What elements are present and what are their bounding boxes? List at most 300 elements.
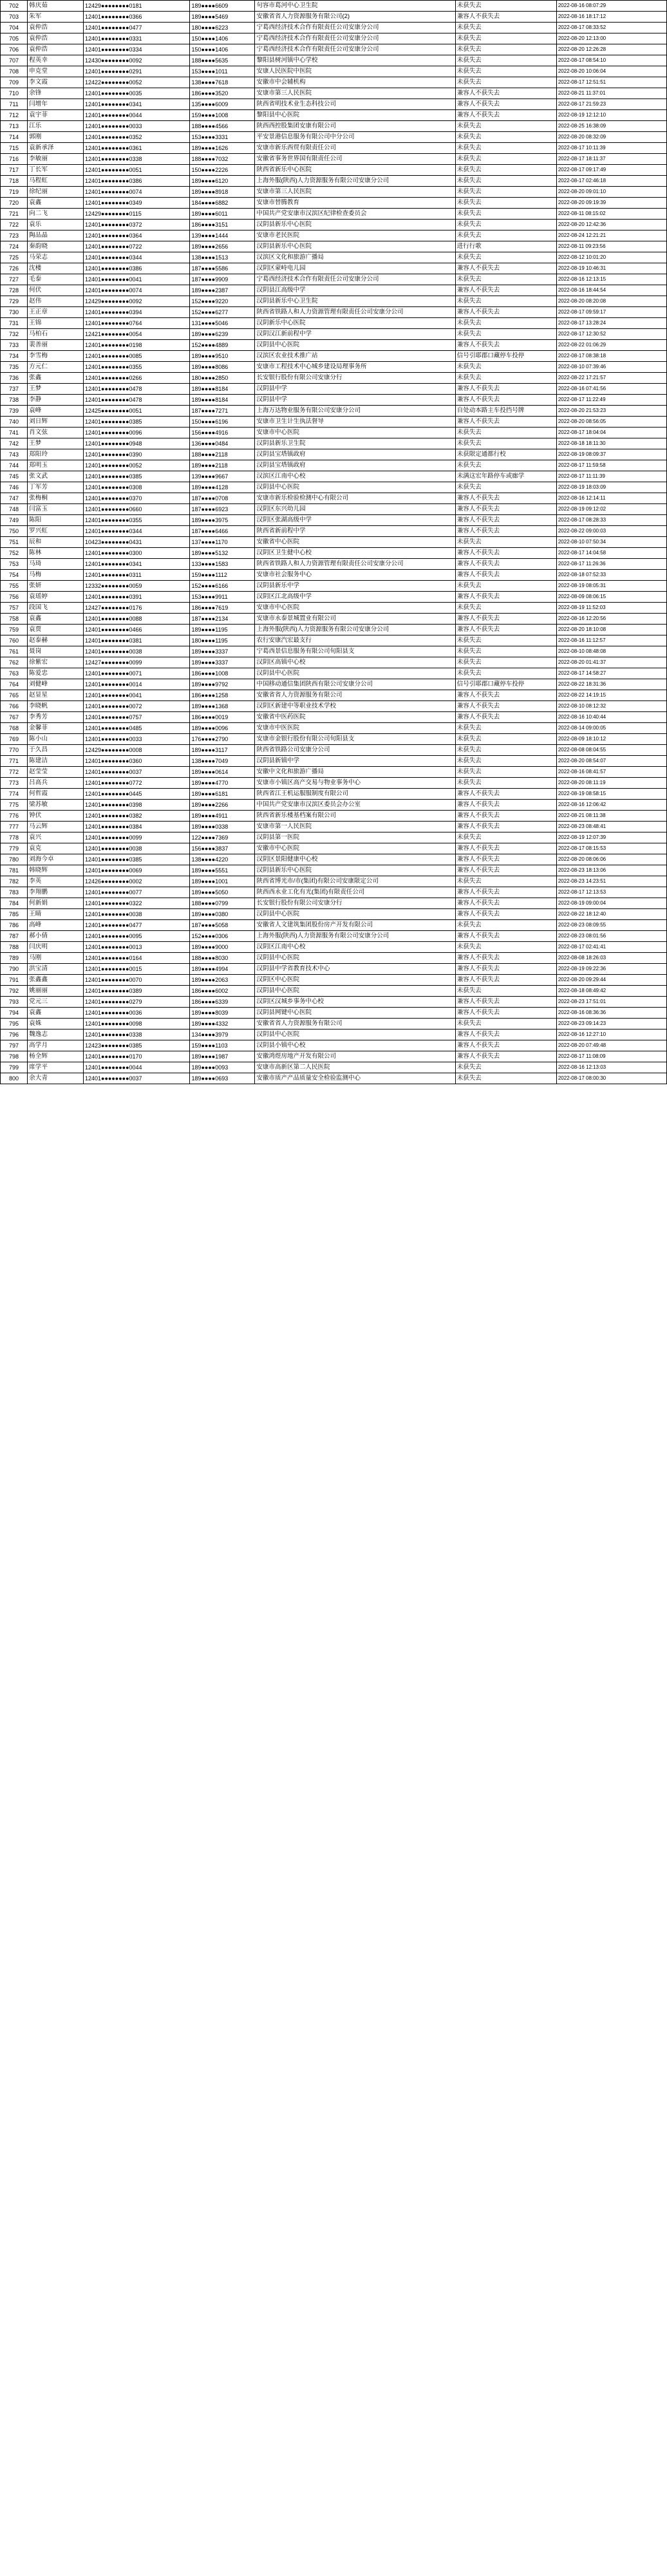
cell-id: 12401●●●●●●●●0384 bbox=[84, 822, 190, 832]
table-row bbox=[1, 307, 667, 318]
cell-id: 12401●●●●●●●●0088 bbox=[84, 614, 190, 625]
table-row bbox=[1, 198, 667, 209]
cell-id: 12401●●●●●●●●0044 bbox=[84, 110, 190, 121]
cell-idx: 745 bbox=[1, 471, 28, 482]
cell-time: 2022-08-25 16:38:09 bbox=[556, 121, 666, 132]
cell-idx: 779 bbox=[1, 843, 28, 854]
cell-status: 未获失去 bbox=[455, 230, 556, 241]
cell-status: 未获失去 bbox=[455, 132, 556, 143]
cell-time: 2022-08-17 12:13:53 bbox=[556, 887, 666, 898]
cell-name: 余锋 bbox=[28, 88, 84, 99]
cell-org: 汉滨区江南中心校 bbox=[255, 471, 455, 482]
cell-idx: 705 bbox=[1, 33, 28, 44]
cell-time: 2022-08-20 08:20:08 bbox=[556, 296, 666, 307]
table-row bbox=[1, 646, 667, 657]
cell-name: 辰和 bbox=[28, 537, 84, 548]
cell-id: 12401●●●●●●●●0385 bbox=[84, 854, 190, 865]
cell-code: 189●●●●2118 bbox=[190, 460, 255, 471]
cell-status: 未获失去 bbox=[455, 66, 556, 77]
cell-org: 汉阴区中心医院 bbox=[255, 975, 455, 986]
cell-org: 安康市替腾教育 bbox=[255, 198, 455, 209]
cell-time: 2022-08-17 13:28:24 bbox=[556, 318, 666, 329]
cell-status: 兼容人不获失去 bbox=[455, 88, 556, 99]
cell-name: 朱军 bbox=[28, 12, 84, 23]
table-row bbox=[1, 438, 667, 449]
cell-org: 汉阴县第一医院 bbox=[255, 832, 455, 843]
cell-id: 12401●●●●●●●●0370 bbox=[84, 493, 190, 504]
cell-org: 陕西省江王机运服服制度有限公司 bbox=[255, 789, 455, 800]
cell-idx: 713 bbox=[1, 121, 28, 132]
cell-id: 12426●●●●●●●●0002 bbox=[84, 876, 190, 887]
cell-org: 汉阴区张湖高级中学 bbox=[255, 515, 455, 526]
cell-time: 2022-08-20 01:41:37 bbox=[556, 657, 666, 668]
cell-status: 兼容人不获失去 bbox=[455, 931, 556, 942]
cell-idx: 786 bbox=[1, 920, 28, 931]
cell-name: 何新娟 bbox=[28, 898, 84, 909]
cell-id: 12401●●●●●●●●0382 bbox=[84, 811, 190, 822]
table-row bbox=[1, 121, 667, 132]
cell-id: 12401●●●●●●●●0772 bbox=[84, 778, 190, 789]
cell-status: 未获失去 bbox=[455, 1, 556, 12]
cell-time: 2022-08-17 08:54:10 bbox=[556, 55, 666, 66]
cell-org: 上海外服(陕西)人力资源服务有限公司安康分公司 bbox=[255, 176, 455, 187]
cell-status: 未获失去 bbox=[455, 44, 556, 55]
cell-idx: 774 bbox=[1, 789, 28, 800]
cell-code: 187●●●●2134 bbox=[190, 614, 255, 625]
cell-time: 2022-08-23 17:51:01 bbox=[556, 997, 666, 1008]
cell-name: 马云辉 bbox=[28, 822, 84, 832]
cell-name: 王锦 bbox=[28, 318, 84, 329]
cell-status: 未获失去 bbox=[455, 767, 556, 778]
cell-id: 12401●●●●●●●●0386 bbox=[84, 176, 190, 187]
cell-idx: 728 bbox=[1, 285, 28, 296]
cell-id: 12401●●●●●●●●0099 bbox=[84, 832, 190, 843]
cell-time: 2022-08-10 07:39:46 bbox=[556, 362, 666, 373]
cell-code: 189●●●●3975 bbox=[190, 515, 255, 526]
table-row bbox=[1, 12, 667, 23]
cell-code: 150●●●●1406 bbox=[190, 44, 255, 55]
cell-status: 兼容人不获失去 bbox=[455, 12, 556, 23]
cell-id: 12401●●●●●●●●0394 bbox=[84, 307, 190, 318]
cell-org: 汉阴县中心医院 bbox=[255, 340, 455, 351]
cell-idx: 747 bbox=[1, 493, 28, 504]
cell-org: 平安景港信息服务有限公司中分公司 bbox=[255, 132, 455, 143]
table-row bbox=[1, 1040, 667, 1051]
table-row bbox=[1, 515, 667, 526]
cell-name: 金馨菲 bbox=[28, 723, 84, 734]
cell-id: 12401●●●●●●●●0041 bbox=[84, 690, 190, 701]
cell-name: 马荣志 bbox=[28, 252, 84, 263]
table-row bbox=[1, 756, 667, 767]
cell-idx: 707 bbox=[1, 55, 28, 66]
cell-name: 洪宝清 bbox=[28, 964, 84, 975]
cell-org: 安徽市中心医院 bbox=[255, 843, 455, 854]
cell-name: 李文霞 bbox=[28, 77, 84, 88]
cell-name: 裴善丽 bbox=[28, 340, 84, 351]
cell-status: 未获失去 bbox=[455, 209, 556, 220]
cell-status: 未获失去 bbox=[455, 318, 556, 329]
cell-id: 12401●●●●●●●●0360 bbox=[84, 756, 190, 767]
cell-org: 中国共产党安康市汉滨区委员会办公室 bbox=[255, 800, 455, 811]
table-row bbox=[1, 931, 667, 942]
cell-name: 李晓帆 bbox=[28, 701, 84, 712]
cell-org: 陕西省铁路人和人力资源管理有限责任公司安康分公司 bbox=[255, 559, 455, 570]
cell-id: 12425●●●●●●●●0051 bbox=[84, 406, 190, 417]
cell-status: 兼容人不获失去 bbox=[455, 625, 556, 635]
cell-name: 江乐 bbox=[28, 121, 84, 132]
cell-status: 兼容人不获失去 bbox=[455, 997, 556, 1008]
cell-org: 上海外服(陕西)人力资源服务有限公司安康分公司 bbox=[255, 625, 455, 635]
cell-id: 12401●●●●●●●●0398 bbox=[84, 800, 190, 811]
cell-time: 2022-08-24 12:21:21 bbox=[556, 230, 666, 241]
cell-time: 2022-08-22 09:00:03 bbox=[556, 526, 666, 537]
cell-status: 兼容人不获失去 bbox=[455, 515, 556, 526]
cell-code: 138●●●●7049 bbox=[190, 756, 255, 767]
cell-code: 187●●●●5058 bbox=[190, 920, 255, 931]
cell-time: 2022-08-20 09:29:44 bbox=[556, 975, 666, 986]
cell-name: 张鑫鑫 bbox=[28, 975, 84, 986]
table-row bbox=[1, 504, 667, 515]
cell-name: 姚丽丽 bbox=[28, 986, 84, 997]
table-row bbox=[1, 406, 667, 417]
cell-status: 未获失去 bbox=[455, 482, 556, 493]
cell-code: 189●●●●1626 bbox=[190, 143, 255, 154]
cell-id: 12401●●●●●●●●0072 bbox=[84, 701, 190, 712]
cell-name: 何伏 bbox=[28, 285, 84, 296]
cell-idx: 711 bbox=[1, 99, 28, 110]
cell-time: 2022-08-22 14:19:15 bbox=[556, 690, 666, 701]
cell-status: 未获失去 bbox=[455, 252, 556, 263]
table-row bbox=[1, 953, 667, 964]
cell-name: 赵显星 bbox=[28, 690, 84, 701]
table-row bbox=[1, 395, 667, 406]
cell-status: 未获失去 bbox=[455, 1019, 556, 1029]
cell-time: 2022-08-08 18:26:03 bbox=[556, 953, 666, 964]
records-sheet bbox=[0, 0, 667, 1084]
cell-org: 黎阳县中心医院 bbox=[255, 110, 455, 121]
cell-id: 12401●●●●●●●●0355 bbox=[84, 515, 190, 526]
cell-time: 2022-08-20 12:26:28 bbox=[556, 44, 666, 55]
cell-idx: 727 bbox=[1, 274, 28, 285]
cell-id: 12401●●●●●●●●0051 bbox=[84, 165, 190, 176]
cell-time: 2022-08-21 11:37:01 bbox=[556, 88, 666, 99]
cell-time: 2022-08-19 08:09:37 bbox=[556, 449, 666, 460]
cell-idx: 732 bbox=[1, 329, 28, 340]
cell-name: 郭刚 bbox=[28, 132, 84, 143]
cell-status: 未获失去 bbox=[455, 745, 556, 756]
cell-id: 12401●●●●●●●●0044 bbox=[84, 1062, 190, 1073]
table-row bbox=[1, 77, 667, 88]
table-row bbox=[1, 471, 667, 482]
cell-id: 12401●●●●●●●●0038 bbox=[84, 909, 190, 920]
cell-time: 2022-08-20 12:42:36 bbox=[556, 220, 666, 230]
cell-org: 安康市小镇区高产交易与物业事务中心 bbox=[255, 778, 455, 789]
table-row bbox=[1, 876, 667, 887]
cell-id: 12401●●●●●●●●0096 bbox=[84, 428, 190, 438]
cell-idx: 762 bbox=[1, 657, 28, 668]
cell-idx: 797 bbox=[1, 1040, 28, 1051]
cell-code: 150●●●●6196 bbox=[190, 417, 255, 428]
cell-status: 兼容人不获失去 bbox=[455, 953, 556, 964]
cell-name: 袁仲浩 bbox=[28, 23, 84, 33]
cell-org: 安康市老民医院 bbox=[255, 230, 455, 241]
cell-code: 139●●●●1444 bbox=[190, 230, 255, 241]
cell-idx: 729 bbox=[1, 296, 28, 307]
cell-idx: 742 bbox=[1, 438, 28, 449]
cell-code: 159●●●●1008 bbox=[190, 110, 255, 121]
cell-id: 12401●●●●●●●●0074 bbox=[84, 285, 190, 296]
cell-org: 中国共产党安康市汉滨区纪律检查委员会 bbox=[255, 209, 455, 220]
cell-status: 未获失去 bbox=[455, 77, 556, 88]
table-row bbox=[1, 230, 667, 241]
cell-name: 李秀芳 bbox=[28, 712, 84, 723]
cell-time: 2022-08-19 08:58:15 bbox=[556, 789, 666, 800]
cell-idx: 709 bbox=[1, 77, 28, 88]
cell-idx: 761 bbox=[1, 646, 28, 657]
cell-status: 未获失去 bbox=[455, 187, 556, 198]
cell-status: 兼容人不获失去 bbox=[455, 417, 556, 428]
cell-id: 12401●●●●●●●●0344 bbox=[84, 252, 190, 263]
cell-code: 189●●●●6120 bbox=[190, 176, 255, 187]
cell-name: 赵伟 bbox=[28, 296, 84, 307]
cell-id: 12401●●●●●●●●0385 bbox=[84, 471, 190, 482]
cell-idx: 767 bbox=[1, 712, 28, 723]
cell-code: 187●●●●5586 bbox=[190, 263, 255, 274]
cell-name: 陈小山 bbox=[28, 734, 84, 745]
cell-org: 安徽省中心医院 bbox=[255, 537, 455, 548]
cell-id: 12422●●●●●●●●0052 bbox=[84, 77, 190, 88]
cell-org: 汉阴区蒙峙电儿园 bbox=[255, 263, 455, 274]
cell-org: 安康市永泰景城置业有限公司 bbox=[255, 614, 455, 625]
cell-time: 2022-08-17 12:51:51 bbox=[556, 77, 666, 88]
cell-code: 152●●●●4889 bbox=[190, 340, 255, 351]
cell-time: 2022-08-16 18:44:54 bbox=[556, 285, 666, 296]
cell-status: 兼容人不获失去 bbox=[455, 110, 556, 121]
cell-id: 12401●●●●●●●●0466 bbox=[84, 625, 190, 635]
cell-idx: 772 bbox=[1, 767, 28, 778]
cell-time: 2022-08-19 09:12:02 bbox=[556, 504, 666, 515]
cell-code: 156●●●●3837 bbox=[190, 843, 255, 854]
cell-name: 袁克 bbox=[28, 843, 84, 854]
cell-code: 137●●●●1170 bbox=[190, 537, 255, 548]
cell-id: 12401●●●●●●●●0071 bbox=[84, 668, 190, 679]
cell-idx: 785 bbox=[1, 909, 28, 920]
cell-code: 189●●●●4128 bbox=[190, 482, 255, 493]
cell-idx: 783 bbox=[1, 887, 28, 898]
cell-status: 未获失去 bbox=[455, 329, 556, 340]
cell-time: 2022-08-16 12:20:56 bbox=[556, 614, 666, 625]
cell-id: 12401●●●●●●●●0331 bbox=[84, 33, 190, 44]
cell-name: 陈爱忠 bbox=[28, 668, 84, 679]
cell-status: 未获失去 bbox=[455, 428, 556, 438]
cell-code: 153●●●●9911 bbox=[190, 592, 255, 603]
cell-name: 丁军芳 bbox=[28, 482, 84, 493]
cell-org: 安徽省省人力资源服务有限公司(2) bbox=[255, 12, 455, 23]
cell-name: 袁姝 bbox=[28, 1019, 84, 1029]
cell-org: 陕西省明技术业生态科技公司 bbox=[255, 99, 455, 110]
cell-status: 未满这宏年路停车或廊学 bbox=[455, 471, 556, 482]
table-row bbox=[1, 99, 667, 110]
cell-org: 汉阴县宝塔镇政府 bbox=[255, 460, 455, 471]
cell-id: 12401●●●●●●●●0098 bbox=[84, 1019, 190, 1029]
cell-code: 135●●●●6009 bbox=[190, 99, 255, 110]
cell-time: 2022-08-18 08:49:42 bbox=[556, 986, 666, 997]
cell-id: 12401●●●●●●●●0077 bbox=[84, 887, 190, 898]
table-row bbox=[1, 603, 667, 614]
cell-status: 未获失去 bbox=[455, 373, 556, 384]
cell-code: 189●●●●1195 bbox=[190, 625, 255, 635]
cell-code: 189●●●●8184 bbox=[190, 384, 255, 395]
cell-name: 申克堂 bbox=[28, 66, 84, 77]
cell-status: 未获失去 bbox=[455, 942, 556, 953]
cell-status: 未获失去 bbox=[455, 646, 556, 657]
table-row bbox=[1, 635, 667, 646]
table-row bbox=[1, 417, 667, 428]
cell-code: 189●●●●4332 bbox=[190, 1019, 255, 1029]
cell-status: 兼容人不获失去 bbox=[455, 263, 556, 274]
cell-id: 12429●●●●●●●●0181 bbox=[84, 1, 190, 12]
cell-code: 189●●●●5050 bbox=[190, 887, 255, 898]
cell-time: 2022-08-19 08:05:31 bbox=[556, 581, 666, 592]
cell-name: 袁乐 bbox=[28, 220, 84, 230]
cell-time: 2022-08-16 12:14:11 bbox=[556, 493, 666, 504]
cell-time: 2022-08-20 18:10:08 bbox=[556, 625, 666, 635]
cell-name: 高学月 bbox=[28, 1040, 84, 1051]
cell-status: 未获失去 bbox=[455, 986, 556, 997]
cell-name: 刘日辉 bbox=[28, 417, 84, 428]
cell-code: 187●●●●6466 bbox=[190, 526, 255, 537]
cell-org: 陕西省铁路人和人力资源管理有限责任公司安康分公司 bbox=[255, 307, 455, 318]
cell-id: 12401●●●●●●●●0660 bbox=[84, 504, 190, 515]
table-row bbox=[1, 23, 667, 33]
cell-idx: 781 bbox=[1, 865, 28, 876]
table-row bbox=[1, 1, 667, 12]
cell-code: 122●●●●7369 bbox=[190, 832, 255, 843]
table-row bbox=[1, 997, 667, 1008]
cell-id: 12401●●●●●●●●0478 bbox=[84, 384, 190, 395]
cell-status: 未获失去 bbox=[455, 876, 556, 887]
table-row bbox=[1, 33, 667, 44]
cell-org: 汉阴县中学 bbox=[255, 384, 455, 395]
table-row bbox=[1, 274, 667, 285]
cell-code: 152●●●●6166 bbox=[190, 581, 255, 592]
cell-code: 189●●●●0380 bbox=[190, 909, 255, 920]
cell-time: 2022-08-19 12:07:39 bbox=[556, 832, 666, 843]
cell-time: 2022-08-20 08:32:09 bbox=[556, 132, 666, 143]
cell-status: 未获失去 bbox=[455, 198, 556, 209]
cell-code: 187●●●●9909 bbox=[190, 274, 255, 285]
cell-code: 152●●●●6277 bbox=[190, 307, 255, 318]
cell-name: 席学平 bbox=[28, 1062, 84, 1073]
table-row bbox=[1, 920, 667, 931]
cell-org: 汉阴县中心医院 bbox=[255, 482, 455, 493]
cell-status: 兼容人不获失去 bbox=[455, 843, 556, 854]
cell-id: 12401●●●●●●●●0334 bbox=[84, 44, 190, 55]
cell-code: 189●●●●5469 bbox=[190, 12, 255, 23]
cell-time: 2022-08-16 12:13:03 bbox=[556, 1062, 666, 1073]
cell-org: 黎阳县树河镇中心学校 bbox=[255, 55, 455, 66]
cell-idx: 725 bbox=[1, 252, 28, 263]
cell-idx: 748 bbox=[1, 504, 28, 515]
cell-org: 陕西省新前程中学 bbox=[255, 526, 455, 537]
cell-org: 陕西省新乐中心医院 bbox=[255, 165, 455, 176]
table-row bbox=[1, 460, 667, 471]
cell-idx: 790 bbox=[1, 964, 28, 975]
cell-time: 2022-08-17 11:11:39 bbox=[556, 471, 666, 482]
cell-id: 12401●●●●●●●●0352 bbox=[84, 132, 190, 143]
table-row bbox=[1, 165, 667, 176]
cell-status: 未获失去 bbox=[455, 121, 556, 132]
cell-code: 186●●●●1008 bbox=[190, 668, 255, 679]
cell-time: 2022-08-17 12:30:52 bbox=[556, 329, 666, 340]
cell-status: 兼容人不获失去 bbox=[455, 526, 556, 537]
cell-name: 李静 bbox=[28, 395, 84, 406]
cell-name: 余大青 bbox=[28, 1073, 84, 1084]
table-row bbox=[1, 657, 667, 668]
cell-org: 安徽省省人力资源服务有限公司 bbox=[255, 1019, 455, 1029]
table-row bbox=[1, 241, 667, 252]
cell-idx: 768 bbox=[1, 723, 28, 734]
cell-status: 兼容人不获失去 bbox=[455, 822, 556, 832]
cell-time: 2022-08-22 17:21:57 bbox=[556, 373, 666, 384]
cell-org: 安康市中心医院 bbox=[255, 428, 455, 438]
cell-name: 郝小倩 bbox=[28, 931, 84, 942]
table-row bbox=[1, 55, 667, 66]
table-row bbox=[1, 898, 667, 909]
cell-code: 159●●●●1103 bbox=[190, 1040, 255, 1051]
cell-idx: 791 bbox=[1, 975, 28, 986]
cell-id: 12401●●●●●●●●0341 bbox=[84, 559, 190, 570]
cell-idx: 794 bbox=[1, 1008, 28, 1019]
cell-idx: 724 bbox=[1, 241, 28, 252]
cell-status: 未获失去 bbox=[455, 734, 556, 745]
cell-idx: 778 bbox=[1, 832, 28, 843]
cell-time: 2022-08-17 08:33:52 bbox=[556, 23, 666, 33]
table-row bbox=[1, 318, 667, 329]
cell-name: 马梅 bbox=[28, 570, 84, 581]
cell-time: 2022-08-17 02:46:18 bbox=[556, 176, 666, 187]
cell-time: 2022-08-19 11:52:03 bbox=[556, 603, 666, 614]
cell-id: 12427●●●●●●●●0099 bbox=[84, 657, 190, 668]
cell-idx: 787 bbox=[1, 931, 28, 942]
cell-name: 陈建洁 bbox=[28, 756, 84, 767]
table-row bbox=[1, 745, 667, 756]
cell-code: 186●●●●6339 bbox=[190, 997, 255, 1008]
cell-id: 12401●●●●●●●●0291 bbox=[84, 66, 190, 77]
cell-name: 张妍 bbox=[28, 581, 84, 592]
cell-id: 12401●●●●●●●●0170 bbox=[84, 1051, 190, 1062]
cell-idx: 754 bbox=[1, 570, 28, 581]
cell-id: 12401●●●●●●●●0389 bbox=[84, 986, 190, 997]
cell-id: 12401●●●●●●●●0085 bbox=[84, 351, 190, 362]
cell-code: 186●●●●3520 bbox=[190, 88, 255, 99]
cell-time: 2022-08-20 08:06:06 bbox=[556, 854, 666, 865]
cell-id: 12401●●●●●●●●0013 bbox=[84, 942, 190, 953]
cell-name: 王正章 bbox=[28, 307, 84, 318]
cell-id: 12401●●●●●●●●0445 bbox=[84, 789, 190, 800]
table-row bbox=[1, 701, 667, 712]
cell-id: 12401●●●●●●●●0477 bbox=[84, 920, 190, 931]
cell-time: 2022-08-23 08:09:55 bbox=[556, 920, 666, 931]
cell-idx: 741 bbox=[1, 428, 28, 438]
cell-org: 汉阴县中心医院 bbox=[255, 953, 455, 964]
cell-name: 程英幸 bbox=[28, 55, 84, 66]
cell-time: 2022-08-20 12:13:00 bbox=[556, 33, 666, 44]
cell-status: 未获失去 bbox=[455, 23, 556, 33]
cell-idx: 744 bbox=[1, 460, 28, 471]
cell-time: 2022-08-20 10:06:04 bbox=[556, 66, 666, 77]
cell-status: 未获失去 bbox=[455, 537, 556, 548]
